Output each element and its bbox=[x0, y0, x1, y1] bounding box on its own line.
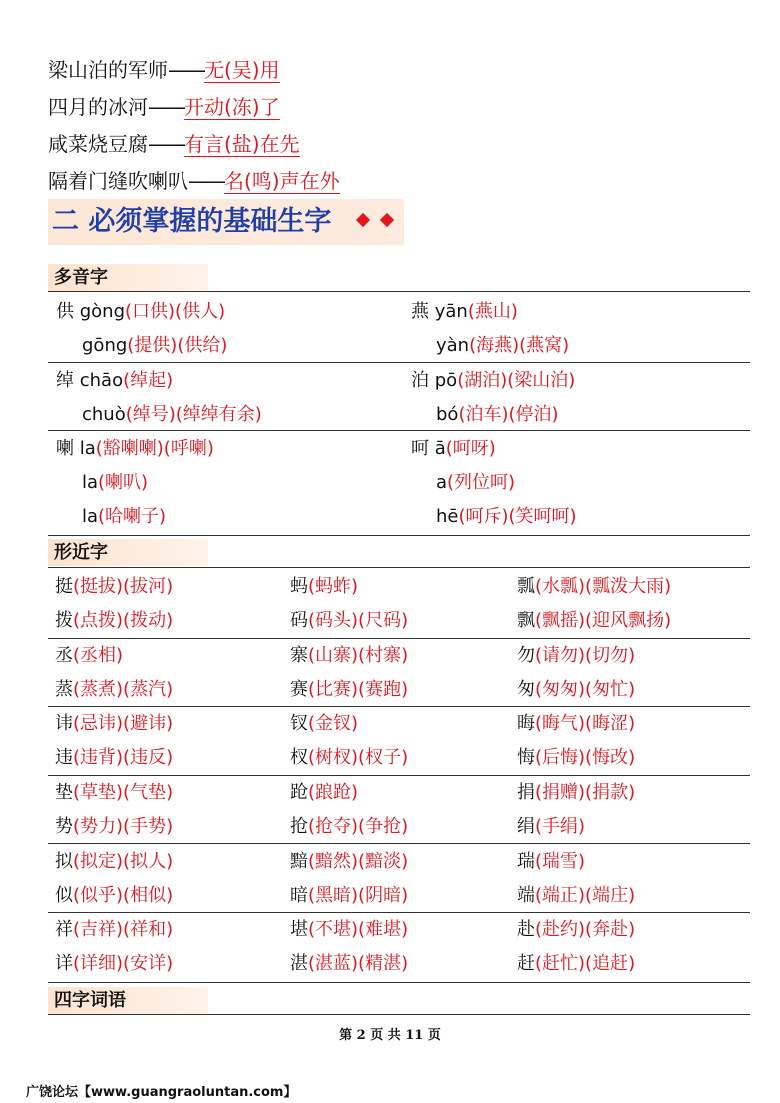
similar-char: 钗 bbox=[290, 713, 308, 734]
polyphone-entry bbox=[82, 329, 227, 363]
similar-char: 瓢 bbox=[517, 576, 535, 597]
riddle-line bbox=[48, 163, 748, 200]
similar-char-entry bbox=[517, 707, 635, 741]
similar-char: 瑞 bbox=[517, 851, 535, 872]
similar-char: 码 bbox=[290, 610, 308, 631]
riddle-answer: 名(鸣)声在外 bbox=[224, 169, 340, 193]
similar-char: 抢 bbox=[290, 816, 308, 837]
example-words: (黑暗)(阴暗) bbox=[308, 885, 409, 906]
similar-char-entry bbox=[517, 913, 635, 947]
subheading-sizi bbox=[48, 987, 208, 1014]
subheading-label: 形近字 bbox=[54, 542, 108, 563]
subheading-duoyin bbox=[48, 264, 208, 291]
pinyin: la bbox=[82, 472, 99, 493]
similar-char: 讳 bbox=[55, 713, 73, 734]
riddle-question: 梁山泊的军师 bbox=[48, 58, 168, 82]
riddle-answer: 无(吴)用 bbox=[204, 58, 280, 82]
example-words: (豁喇喇)(呼喇) bbox=[95, 438, 214, 459]
riddle-list bbox=[48, 52, 748, 200]
pinyin: la bbox=[79, 438, 96, 459]
pinyin: a bbox=[436, 472, 448, 493]
similar-char: 绢 bbox=[517, 816, 535, 837]
example-words: (海燕)(燕窝) bbox=[469, 335, 570, 356]
example-words: (踉跄) bbox=[308, 782, 359, 803]
similar-char-entry bbox=[290, 741, 408, 775]
example-words: (哈喇子) bbox=[98, 506, 167, 527]
example-words: (湖泊)(梁山泊) bbox=[457, 370, 576, 391]
pinyin: ā bbox=[434, 438, 446, 459]
example-words: (请勿)(切勿) bbox=[535, 645, 636, 666]
pinyin: bó bbox=[436, 404, 459, 425]
similar-char: 匆 bbox=[517, 679, 535, 700]
similar-char: 势 bbox=[55, 816, 73, 837]
similar-char-entry bbox=[55, 707, 173, 741]
similar-char: 湛 bbox=[290, 953, 308, 974]
example-words: (提供)(供给) bbox=[127, 335, 228, 356]
similar-char-entry bbox=[290, 947, 408, 981]
similar-char: 丞 bbox=[55, 645, 73, 666]
example-words: (不堪)(难堪) bbox=[308, 919, 409, 940]
similar-char-entry bbox=[55, 741, 173, 775]
diamond-ornament bbox=[356, 215, 406, 231]
similar-char: 拟 bbox=[55, 851, 73, 872]
similar-char: 拨 bbox=[55, 610, 73, 631]
polyphone-entry bbox=[436, 398, 559, 432]
riddle-line bbox=[48, 52, 748, 89]
polyphone-entry bbox=[82, 466, 148, 500]
source-watermark: 广饶论坛【www.guangraoluntan.com】 bbox=[26, 1085, 297, 1100]
example-words: (水瓢)(瓢泼大雨) bbox=[535, 576, 672, 597]
pinyin: chuò bbox=[82, 404, 126, 425]
pinyin: gōng bbox=[82, 335, 128, 356]
divider bbox=[48, 1014, 750, 1015]
subheading-xingjin bbox=[48, 539, 208, 566]
section-title: 二 必须掌握的基础生字 bbox=[52, 206, 332, 237]
example-words: (赴约)(奔赴) bbox=[535, 919, 636, 940]
similar-char-entry bbox=[517, 673, 635, 707]
similar-char: 蒸 bbox=[55, 679, 73, 700]
similar-char-entry bbox=[290, 879, 408, 913]
example-words: (手绢) bbox=[535, 816, 586, 837]
similar-char-entry bbox=[290, 845, 408, 879]
riddle-question: 四月的冰河 bbox=[48, 95, 148, 119]
polyphone-char: 燕 bbox=[411, 301, 435, 322]
riddle-dash: —— bbox=[168, 58, 204, 82]
similar-char-entry bbox=[55, 947, 173, 981]
example-words: (势力)(手势) bbox=[73, 816, 174, 837]
example-words: (抢夺)(争抢) bbox=[308, 816, 409, 837]
similar-char-entry bbox=[290, 673, 408, 707]
example-words: (山寨)(村寨) bbox=[308, 645, 409, 666]
example-words: (拟定)(拟人) bbox=[73, 851, 174, 872]
similar-char-entry bbox=[290, 707, 358, 741]
similar-char: 挺 bbox=[55, 576, 73, 597]
example-words: (忌讳)(避讳) bbox=[73, 713, 174, 734]
example-words: (燕山) bbox=[467, 301, 518, 322]
pinyin: yàn bbox=[436, 335, 470, 356]
example-words: (瑞雪) bbox=[535, 851, 586, 872]
example-words: (蒸煮)(蒸汽) bbox=[73, 679, 174, 700]
similar-char-entry bbox=[517, 879, 635, 913]
polyphone-char: 喇 bbox=[56, 438, 80, 459]
pinyin: gòng bbox=[79, 301, 126, 322]
similar-char: 端 bbox=[517, 885, 535, 906]
similar-char-entry bbox=[290, 639, 408, 673]
example-words: (晦气)(晦涩) bbox=[535, 713, 636, 734]
similar-char: 似 bbox=[55, 885, 73, 906]
polyphone-entry bbox=[436, 500, 577, 534]
subheading-label: 多音字 bbox=[54, 267, 108, 288]
polyphone-entry bbox=[82, 398, 262, 432]
example-words: (泊车)(停泊) bbox=[458, 404, 559, 425]
similar-char-entry bbox=[517, 570, 671, 604]
similar-char: 赛 bbox=[290, 679, 308, 700]
similar-char: 蚂 bbox=[290, 576, 308, 597]
polyphone-char: 呵 bbox=[411, 438, 435, 459]
example-words: (详细)(安详) bbox=[73, 953, 174, 974]
divider bbox=[48, 291, 750, 292]
similar-char-entry bbox=[290, 776, 358, 810]
polyphone-entry bbox=[436, 466, 515, 500]
example-words: (违背)(违反) bbox=[73, 747, 174, 768]
similar-char: 赴 bbox=[517, 919, 535, 940]
polyphone-entry bbox=[411, 432, 496, 466]
similar-char: 垫 bbox=[55, 782, 73, 803]
example-words: (赶忙)(追赶) bbox=[535, 953, 636, 974]
similar-char-entry bbox=[55, 879, 173, 913]
polyphone-entry bbox=[436, 329, 569, 363]
riddle-answer: 开动(冻)了 bbox=[184, 95, 280, 119]
pinyin: chāo bbox=[79, 370, 124, 391]
polyphone-char: 供 bbox=[56, 301, 80, 322]
pinyin: pō bbox=[434, 370, 458, 391]
example-words: (后悔)(悔改) bbox=[535, 747, 636, 768]
similar-char-entry bbox=[517, 810, 585, 844]
polyphone-entry bbox=[411, 364, 575, 398]
example-words: (挺拔)(拔河) bbox=[73, 576, 174, 597]
example-words: (蚂蚱) bbox=[308, 576, 359, 597]
example-words: (绰起) bbox=[123, 370, 174, 391]
similar-char: 悔 bbox=[517, 747, 535, 768]
polyphone-entry bbox=[56, 432, 214, 466]
similar-char: 黯 bbox=[290, 851, 308, 872]
riddle-line bbox=[48, 126, 748, 163]
divider bbox=[48, 982, 750, 983]
similar-char: 祥 bbox=[55, 919, 73, 940]
riddle-question: 隔着门缝吹喇叭 bbox=[48, 169, 188, 193]
example-words: (呵斥)(笑呵呵) bbox=[458, 506, 577, 527]
pinyin: yān bbox=[434, 301, 468, 322]
example-words: (丞相) bbox=[73, 645, 124, 666]
similar-char-entry bbox=[55, 639, 123, 673]
divider bbox=[48, 567, 750, 568]
example-words: (口供)(供人) bbox=[125, 301, 226, 322]
polyphone-char: 绰 bbox=[56, 370, 80, 391]
polyphone-entry bbox=[56, 295, 225, 329]
similar-char-entry bbox=[517, 741, 635, 775]
example-words: (列位呵) bbox=[447, 472, 516, 493]
pinyin: hē bbox=[436, 506, 459, 527]
riddle-dash: —— bbox=[148, 132, 184, 156]
similar-char: 晦 bbox=[517, 713, 535, 734]
example-words: (点拨)(拨动) bbox=[73, 610, 174, 631]
section-heading bbox=[48, 199, 404, 245]
example-words: (呵呀) bbox=[445, 438, 496, 459]
example-words: (喇叭) bbox=[98, 472, 149, 493]
similar-char: 跄 bbox=[290, 782, 308, 803]
similar-char-entry bbox=[290, 570, 358, 604]
example-words: (比赛)(赛跑) bbox=[308, 679, 409, 700]
example-words: (似乎)(相似) bbox=[73, 885, 174, 906]
similar-char-entry bbox=[55, 570, 173, 604]
polyphone-entry bbox=[82, 500, 166, 534]
polyphone-char: 泊 bbox=[411, 370, 435, 391]
similar-char-entry bbox=[517, 845, 585, 879]
similar-char: 暗 bbox=[290, 885, 308, 906]
similar-char-entry bbox=[55, 673, 173, 707]
similar-char-entry bbox=[55, 913, 173, 947]
example-words: (黯然)(黯淡) bbox=[308, 851, 409, 872]
similar-char: 勿 bbox=[517, 645, 535, 666]
subheading-label: 四字词语 bbox=[54, 990, 126, 1011]
riddle-question: 咸菜烧豆腐 bbox=[48, 132, 148, 156]
riddle-dash: —— bbox=[188, 169, 224, 193]
similar-char-entry bbox=[290, 810, 408, 844]
similar-char-entry bbox=[517, 776, 635, 810]
diamond-icon bbox=[380, 213, 394, 227]
similar-char: 寨 bbox=[290, 645, 308, 666]
example-words: (草垫)(气垫) bbox=[73, 782, 174, 803]
example-words: (匆匆)(匆忙) bbox=[535, 679, 636, 700]
riddle-dash: —— bbox=[148, 95, 184, 119]
example-words: (飘摇)(迎风飘扬) bbox=[535, 610, 672, 631]
example-words: (树杈)(杈子) bbox=[308, 747, 409, 768]
example-words: (码头)(尺码) bbox=[308, 610, 409, 631]
polyphone-entry bbox=[56, 364, 173, 398]
similar-char-entry bbox=[55, 845, 173, 879]
riddle-line bbox=[48, 89, 748, 126]
similar-char: 赶 bbox=[517, 953, 535, 974]
polyphone-entry bbox=[411, 295, 518, 329]
diamond-icon bbox=[356, 213, 370, 227]
divider bbox=[48, 535, 750, 536]
example-words: (金钗) bbox=[308, 713, 359, 734]
example-words: (湛蓝)(精湛) bbox=[308, 953, 409, 974]
similar-char-entry bbox=[517, 604, 671, 638]
similar-char-entry bbox=[55, 776, 173, 810]
example-words: (端正)(端庄) bbox=[535, 885, 636, 906]
similar-char: 违 bbox=[55, 747, 73, 768]
similar-char: 堪 bbox=[290, 919, 308, 940]
page-number: 第 2 页 共 11 页 bbox=[339, 1028, 441, 1043]
similar-char-entry bbox=[290, 913, 408, 947]
similar-char-entry bbox=[517, 639, 635, 673]
similar-char-entry bbox=[55, 604, 173, 638]
example-words: (绰号)(绰绰有余) bbox=[125, 404, 262, 425]
example-words: (吉祥)(祥和) bbox=[73, 919, 174, 940]
similar-char: 飘 bbox=[517, 610, 535, 631]
similar-char-entry bbox=[55, 810, 173, 844]
similar-char: 捐 bbox=[517, 782, 535, 803]
similar-char-entry bbox=[290, 604, 408, 638]
similar-char: 详 bbox=[55, 953, 73, 974]
similar-char-entry bbox=[517, 947, 635, 981]
similar-char: 杈 bbox=[290, 747, 308, 768]
riddle-answer: 有言(盐)在先 bbox=[184, 132, 300, 156]
pinyin: la bbox=[82, 506, 99, 527]
example-words: (捐赠)(捐款) bbox=[535, 782, 636, 803]
